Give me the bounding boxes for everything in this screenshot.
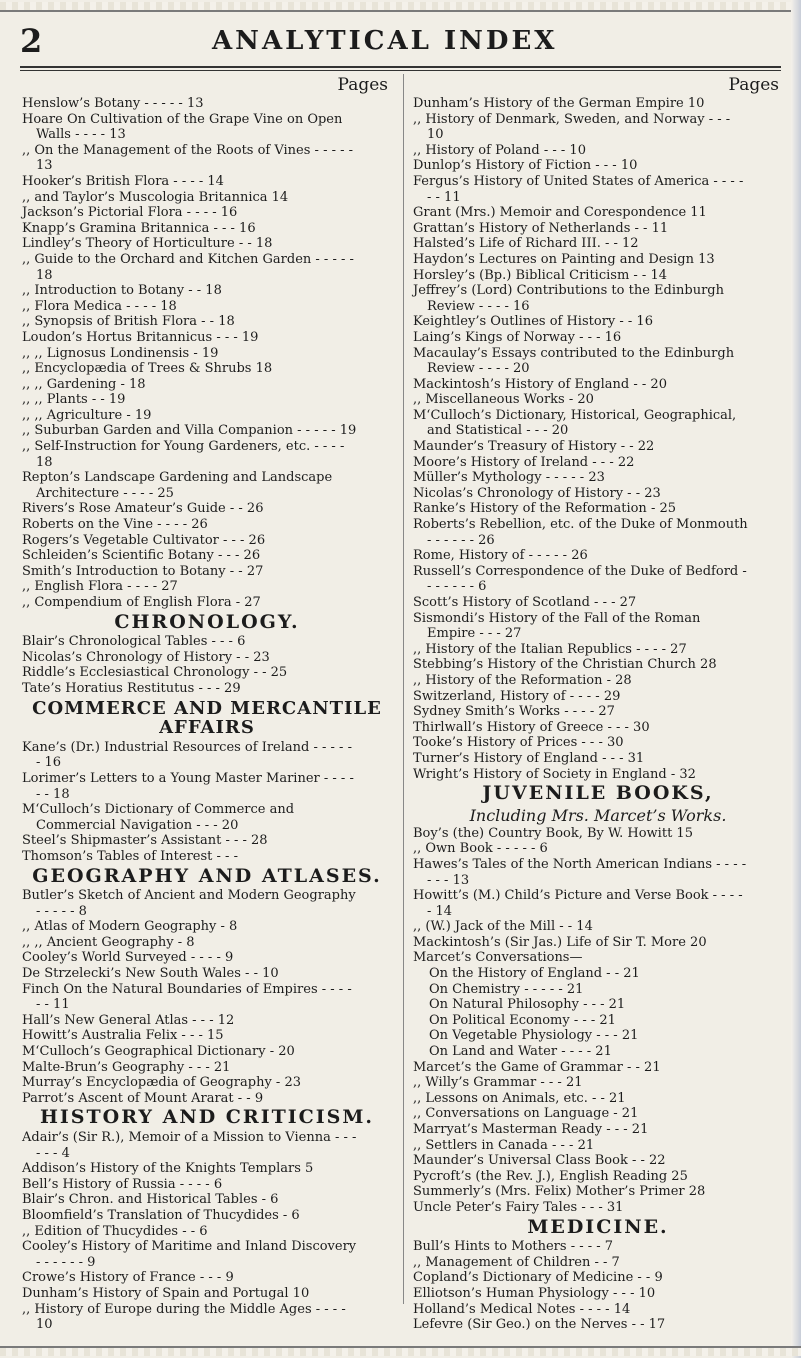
index-entry: Laing’s Kings of Norway - - - 16 xyxy=(413,329,622,345)
header-rule xyxy=(20,66,781,68)
column-divider xyxy=(403,74,404,1304)
index-entry: Bloomfield’s Translation of Thucydides - 6 xyxy=(22,1207,300,1223)
index-entry: Lindley’s Theory of Horticulture - - 18 xyxy=(22,236,273,252)
pages-header: Pages xyxy=(337,75,388,95)
index-entry: ,, ,, Ancient Geography - 8 xyxy=(22,934,195,950)
index-entry: Moore’s History of Ireland - - - 22 xyxy=(413,454,635,470)
left-column xyxy=(22,74,392,1333)
index-entry: Boy’s (the) Country Book, By W. Howitt 15 xyxy=(413,825,693,841)
index-entry: Halsted’s Life of Richard III. - - 12 xyxy=(413,236,639,252)
index-entry: ,, and Taylor’s Muscologia Britannica 14 xyxy=(22,189,289,205)
index-entry: On Political Economy - - - 21 xyxy=(429,1012,616,1028)
index-entry: Henslow’s Botany - - - - - 13 xyxy=(22,96,204,111)
index-entry: ,, ,, Lignosus Londinensis - 19 xyxy=(22,345,219,361)
index-entry: Keightley’s Outlines of History - - 16 xyxy=(413,314,653,330)
index-entry: Roberts’s Rebellion, etc. of the Duke of Monmouth - - - - - - 26 xyxy=(413,517,748,548)
index-entry: On Natural Philosophy - - - 21 xyxy=(429,997,626,1013)
index-entry: Grattan’s History of Netherlands - - 11 xyxy=(413,220,669,236)
right-column xyxy=(413,74,783,1333)
index-entry: ,, Suburban Garden and Villa Companion - - - - - 19 xyxy=(22,423,357,439)
index-entry: Blair’s Chronological Tables - - - 6 xyxy=(22,634,246,650)
section-heading: CHRONOLOGY. xyxy=(114,610,300,633)
index-entry: ,, Miscellaneous Works - 20 xyxy=(413,392,594,408)
index-entry: Roberts on the Vine - - - - 26 xyxy=(22,517,208,533)
index-entry: Elliotson’s Human Physiology - - - 10 xyxy=(413,1285,656,1301)
index-entry: ,, English Flora - - - - 27 xyxy=(22,579,178,595)
index-entry: Müller’s Mythology - - - - - 23 xyxy=(413,470,605,486)
index-entry: Holland’s Medical Notes - - - - 14 xyxy=(413,1301,631,1317)
index-entry: Thirlwall’s History of Greece - - - 30 xyxy=(413,719,650,735)
index-entry: Knapp’s Gramina Britannica - - - 16 xyxy=(22,220,256,236)
index-entry: ,, (W.) Jack of the Mill - - 14 xyxy=(413,919,593,935)
section-heading: GEOGRAPHY AND ATLASES. xyxy=(32,864,382,887)
index-entry: Marcet’s the Game of Grammar - - 21 xyxy=(413,1059,661,1075)
index-entry: Sydney Smith’s Works - - - - 27 xyxy=(413,704,615,720)
index-entry: Lorimer’s Letters to a Young Master Mariner - - - - - - 18 xyxy=(22,770,354,802)
index-entry: ,, History of Europe during the Middle Ages - - - - 10 xyxy=(22,1301,346,1333)
index-entry: Copland’s Dictionary of Medicine - - 9 xyxy=(413,1270,663,1286)
page-edge xyxy=(791,0,801,1358)
index-entry: Finch On the Natural Boundaries of Empires - - - - - - 11 xyxy=(22,981,352,1013)
header-rule-thin xyxy=(20,70,781,71)
index-entry: Grant (Mrs.) Memoir and Corespondence 11 xyxy=(413,205,707,221)
index-entry: On Chemistry - - - - - 21 xyxy=(429,981,584,997)
index-entry: ,, ,, Agriculture - 19 xyxy=(22,407,152,423)
section-subheading: Including Mrs. Marcet’s Works. xyxy=(469,805,727,825)
index-entry: Rogers’s Vegetable Cultivator - - - 26 xyxy=(22,532,266,548)
index-entry: ,, Self-Instruction for Young Gardeners, etc. - - - - 18 xyxy=(22,439,345,470)
index-entry: Mackintosh’s History of England - - 20 xyxy=(413,376,667,392)
index-entry: ,, Introduction to Botany - - 18 xyxy=(22,283,222,299)
index-entry: On Vegetable Physiology - - - 21 xyxy=(429,1028,639,1044)
index-entry: ,, Encyclopædia of Trees & Shrubs 18 xyxy=(22,361,273,377)
index-entry: Hooker’s British Flora - - - - 14 xyxy=(22,173,224,189)
index-entry: Rivers’s Rose Amateur’s Guide - - 26 xyxy=(22,501,264,517)
section-heading: JUVENILE BOOKS, xyxy=(482,782,714,805)
index-entry: De Strzelecki’s New South Wales - - 10 xyxy=(22,966,279,982)
index-entry: Smith’s Introduction to Botany - - 27 xyxy=(22,563,264,579)
index-entry: Cooley’s World Surveyed - - - - 9 xyxy=(22,950,234,966)
index-entry: Horsley’s (Bp.) Biblical Criticism - - 14 xyxy=(413,267,667,283)
index-entry: Sismondi’s History of the Fall of the Roman Empire - - - 27 xyxy=(413,610,701,642)
index-entry: Malte-Brun’s Geography - - - 21 xyxy=(22,1059,231,1075)
section-heading: HISTORY AND CRITICISM. xyxy=(39,1106,375,1129)
index-entry: Nicolas’s Chronology of History - - 23 xyxy=(413,485,661,501)
index-entry: Maunder’s Universal Class Book - - 22 xyxy=(413,1153,666,1169)
index-entry: Tate’s Horatius Restitutus - - - 29 xyxy=(22,680,241,696)
index-entry: ,, History of the Reformation - 28 xyxy=(413,672,632,688)
section-heading: MEDICINE. xyxy=(527,1215,669,1238)
index-entry: Marcet’s Conversations— xyxy=(413,950,583,966)
index-entry: Jackson’s Pictorial Flora - - - - 16 xyxy=(22,205,238,221)
index-entry: Howitt’s Australia Felix - - - 15 xyxy=(22,1028,224,1044)
index-entry: Loudon’s Hortus Britannicus - - - 19 xyxy=(22,329,259,345)
index-entry: M‘Culloch’s Geographical Dictionary - 20 xyxy=(22,1044,295,1060)
index-entry: ,, On the Management of the Roots of Vines - - - - - 13 xyxy=(22,142,354,174)
index-entry: Switzerland, History of - - - - 29 xyxy=(413,688,621,704)
index-entry: Wright’s History of Society in England - 32 xyxy=(413,766,696,782)
index-entry: Haydon’s Lectures on Painting and Design 13 xyxy=(413,251,715,267)
index-entry: ,, Willy’s Grammar - - - 21 xyxy=(413,1075,583,1091)
index-entry: Pycroft’s (the Rev. J.), English Reading 25 xyxy=(413,1168,688,1184)
index-entry: Bell’s History of Russia - - - - 6 xyxy=(22,1176,223,1192)
index-entry: ,, Edition of Thucydides - - 6 xyxy=(22,1223,208,1239)
index-entry: Butler’s Sketch of Ancient and Modern Geography - - - - - 8 xyxy=(22,888,356,919)
index-entry: ,, ,, Gardening - 18 xyxy=(22,376,146,392)
index-entry: Riddle’s Ecclesiastical Chronology - - 25 xyxy=(22,665,288,681)
index-entry: Kane’s (Dr.) Industrial Resources of Ireland - - - - - - 16 xyxy=(22,739,352,771)
index-entry: M‘Culloch’s Dictionary, Historical, Geographical, and Statistical - - - 20 xyxy=(413,407,737,439)
index-entry: Hoare On Cultivation of the Grape Vine on Open Walls - - - - 13 xyxy=(22,111,343,143)
index-entry: ,, Compendium of English Flora - 27 xyxy=(22,595,261,610)
index-entry: ,, ,, Plants - - 19 xyxy=(22,392,126,408)
index-entry: Macaulay’s Essays contributed to the Edinburgh Review - - - - 20 xyxy=(413,345,735,377)
index-entry: Murray’s Encyclopædia of Geography - 23 xyxy=(22,1075,301,1091)
index-entry: Hall’s New General Atlas - - - 12 xyxy=(22,1012,235,1028)
index-entry: ,, History of Denmark, Sweden, and Norway - - - 10 xyxy=(413,111,731,143)
index-entry: Uncle Peter’s Fairy Tales - - - 31 xyxy=(413,1199,624,1215)
index-entry: Howitt’s (M.) Child’s Picture and Verse Book - - - - - 14 xyxy=(413,888,743,919)
index-entry: ,, Atlas of Modern Geography - 8 xyxy=(22,919,238,935)
index-entry: Marryat’s Masterman Ready - - - 21 xyxy=(413,1122,649,1137)
index-entry: Stebbing’s History of the Christian Church 28 xyxy=(413,657,717,673)
index-entry: ,, Settlers in Canada - - - 21 xyxy=(413,1137,595,1153)
index-entry: Repton’s Landscape Gardening and Landscape Architecture - - - - 25 xyxy=(22,470,333,501)
index-entry: ,, Own Book - - - - - 6 xyxy=(413,841,548,857)
index-entry: ,, History of the Italian Republics - - - - 27 xyxy=(413,641,687,657)
index-entry: Bull’s Hints to Mothers - - - - 7 xyxy=(413,1239,614,1255)
index-entry: Scott’s History of Scotland - - - 27 xyxy=(413,595,637,610)
index-entry: ,, Management of Children - - 7 xyxy=(413,1254,620,1270)
index-entry: Schleiden’s Scientific Botany - - - 26 xyxy=(22,548,261,564)
index-entry: Rome, History of - - - - - 26 xyxy=(413,548,588,564)
index-entry: Steel’s Shipmaster’s Assistant - - - 28 xyxy=(22,833,268,849)
index-entry: Thomson’s Tables of Interest - - - xyxy=(22,848,238,864)
index-entry: Ranke’s History of the Reformation - 25 xyxy=(413,501,677,517)
running-head: ANALYTICAL INDEX xyxy=(212,26,558,56)
index-entry: Cooley’s History of Maritime and Inland Discovery - - - - - - 9 xyxy=(22,1239,357,1270)
index-entry: ,, Conversations on Language - 21 xyxy=(413,1106,639,1122)
index-entry: Blair’s Chron. and Historical Tables - 6 xyxy=(22,1192,279,1208)
index-entry: Tooke’s History of Prices - - - 30 xyxy=(413,735,624,751)
index-entry: ,, Lessons on Animals, etc. - - 21 xyxy=(413,1090,626,1106)
index-entry: Crowe’s History of France - - - 9 xyxy=(22,1270,234,1286)
index-entry: ,, History of Poland - - - 10 xyxy=(413,142,586,158)
index-entry: Jeffrey’s (Lord) Contributions to the Edinburgh Review - - - - 16 xyxy=(413,283,724,314)
index-entry: Addison’s History of the Knights Templars 5 xyxy=(22,1161,314,1177)
index-entry: Adair’s (Sir R.), Memoir of a Mission to Vienna - - - - - - 4 xyxy=(22,1130,357,1161)
index-entry: Hawes’s Tales of the North American Indians - - - - - - - 13 xyxy=(413,856,747,888)
index-entry: Dunham’s History of Spain and Portugal 10 xyxy=(22,1285,310,1301)
index-entry: On Land and Water - - - - 21 xyxy=(429,1044,612,1060)
index-entry: Turner’s History of England - - - 31 xyxy=(413,750,645,766)
index-entry: Fergus’s History of United States of America - - - - - - 11 xyxy=(413,173,744,205)
index-entry: Mackintosh’s (Sir Jas.) Life of Sir T. More 20 xyxy=(413,934,707,950)
index-entry: Nicolas’s Chronology of History - - 23 xyxy=(22,649,270,665)
index-entry: ,, Guide to the Orchard and Kitchen Garden - - - - - 18 xyxy=(22,251,354,283)
index-entry: On the History of England - - 21 xyxy=(429,966,640,982)
index-entry: ,, Flora Medica - - - - 18 xyxy=(22,298,177,314)
index-entry: Maunder’s Treasury of History - - 22 xyxy=(413,439,655,455)
section-heading: COMMERCE AND MERCANTILE AFFAIRS xyxy=(32,697,382,739)
pages-header: Pages xyxy=(728,75,779,95)
page-number: 2 xyxy=(20,22,43,60)
index-entry: Lefevre (Sir Geo.) on the Nerves - - 17 xyxy=(413,1317,666,1333)
bottom-border xyxy=(0,1346,801,1356)
index-entry: Parrot’s Ascent of Mount Ararat - - 9 xyxy=(22,1090,264,1106)
index-entry: ,, Synopsis of British Flora - - 18 xyxy=(22,314,235,330)
index-entry: M‘Culloch’s Dictionary of Commerce and Commercial Navigation - - - 20 xyxy=(22,802,295,833)
index-entry: Dunlop’s History of Fiction - - - 10 xyxy=(413,158,638,174)
index-entry: Summerly’s (Mrs. Felix) Mother’s Primer 28 xyxy=(413,1184,706,1200)
index-entry: Russell’s Correspondence of the Duke of Bedford - - - - - - - 6 xyxy=(413,563,747,595)
index-entry: Dunham’s History of the German Empire 10 xyxy=(413,96,705,111)
top-border xyxy=(0,2,801,12)
